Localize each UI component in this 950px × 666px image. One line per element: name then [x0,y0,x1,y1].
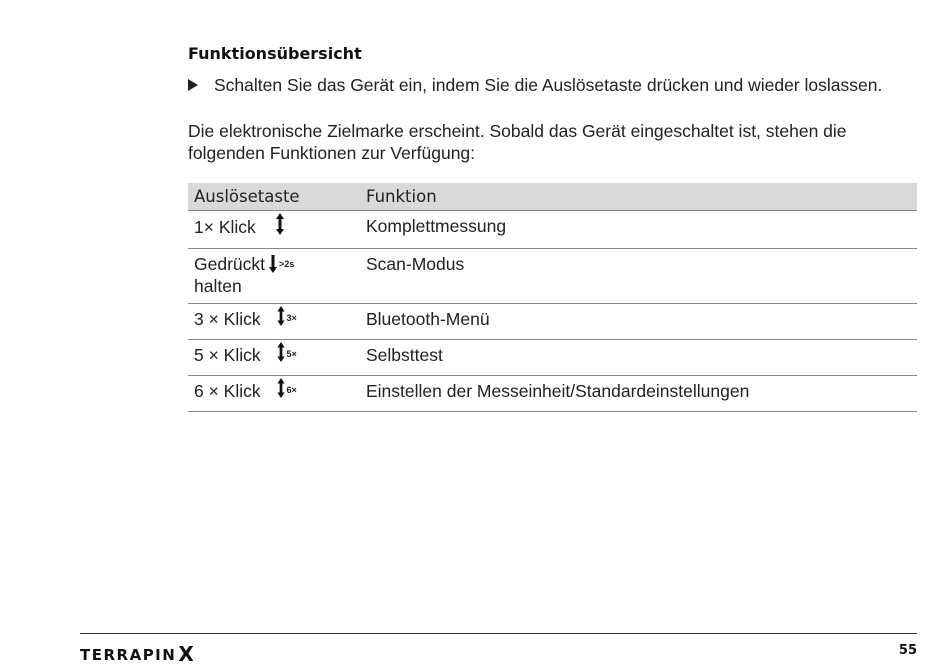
function-cell: Komplettmessung [360,211,917,249]
table-row [188,249,917,304]
function-cell: Scan-Modus [360,249,917,304]
press-release-icon [275,213,285,240]
footer-divider [80,633,917,634]
bullet-text: Schalten Sie das Gerät ein, indem Sie die Auslösetaste drücken und wieder loslassen. [214,75,883,95]
brand-suffix: X [178,642,194,666]
table-row [188,211,917,249]
function-cell: Bluetooth-Menü [360,304,917,340]
trigger-label: Gedrückt halten [194,254,265,296]
trigger-cell [188,304,360,340]
table-row [188,304,917,340]
trigger-cell [188,340,360,376]
header-function: Funktion [360,183,917,211]
brand-name: TERRAPIN [80,646,177,664]
table-header-row [188,183,917,211]
intro-paragraph: Die elektronische Zielmarke erscheint. Sobald das Gerät eingeschaltet ist, stehen die folgenden Funktionen zur Verfügung: [188,121,847,163]
press-hold-icon [268,255,278,278]
trigger-cell [188,211,360,249]
table-row [188,376,917,412]
press-release-icon [276,342,286,367]
function-cell: Selbsttest [360,340,917,376]
trigger-cell [188,249,360,304]
hold-duration-label: >2s [279,259,295,269]
trigger-label: 6 × Klick [194,381,261,402]
header-trigger: Auslösetaste [188,183,360,211]
brand-logo [80,641,194,665]
bullet-triangle-icon [188,79,198,91]
table-row [188,340,917,376]
press-release-icon [276,306,286,331]
section-heading: Funktionsübersicht [188,44,362,63]
click-count-label: 5× [286,349,297,359]
trigger-label: 3 × Klick [194,309,261,330]
click-count-label: 6× [286,385,297,395]
click-count-label: 3× [286,313,297,323]
instruction-bullet [188,74,888,96]
function-table [188,183,917,412]
trigger-label: 5 × Klick [194,345,261,366]
trigger-cell [188,376,360,412]
press-release-icon [276,378,286,403]
trigger-label: 1× Klick [194,217,256,238]
page-number: 55 [898,643,917,658]
function-cell: Einstellen der Messeinheit/Standardeinstellungen [360,376,917,412]
